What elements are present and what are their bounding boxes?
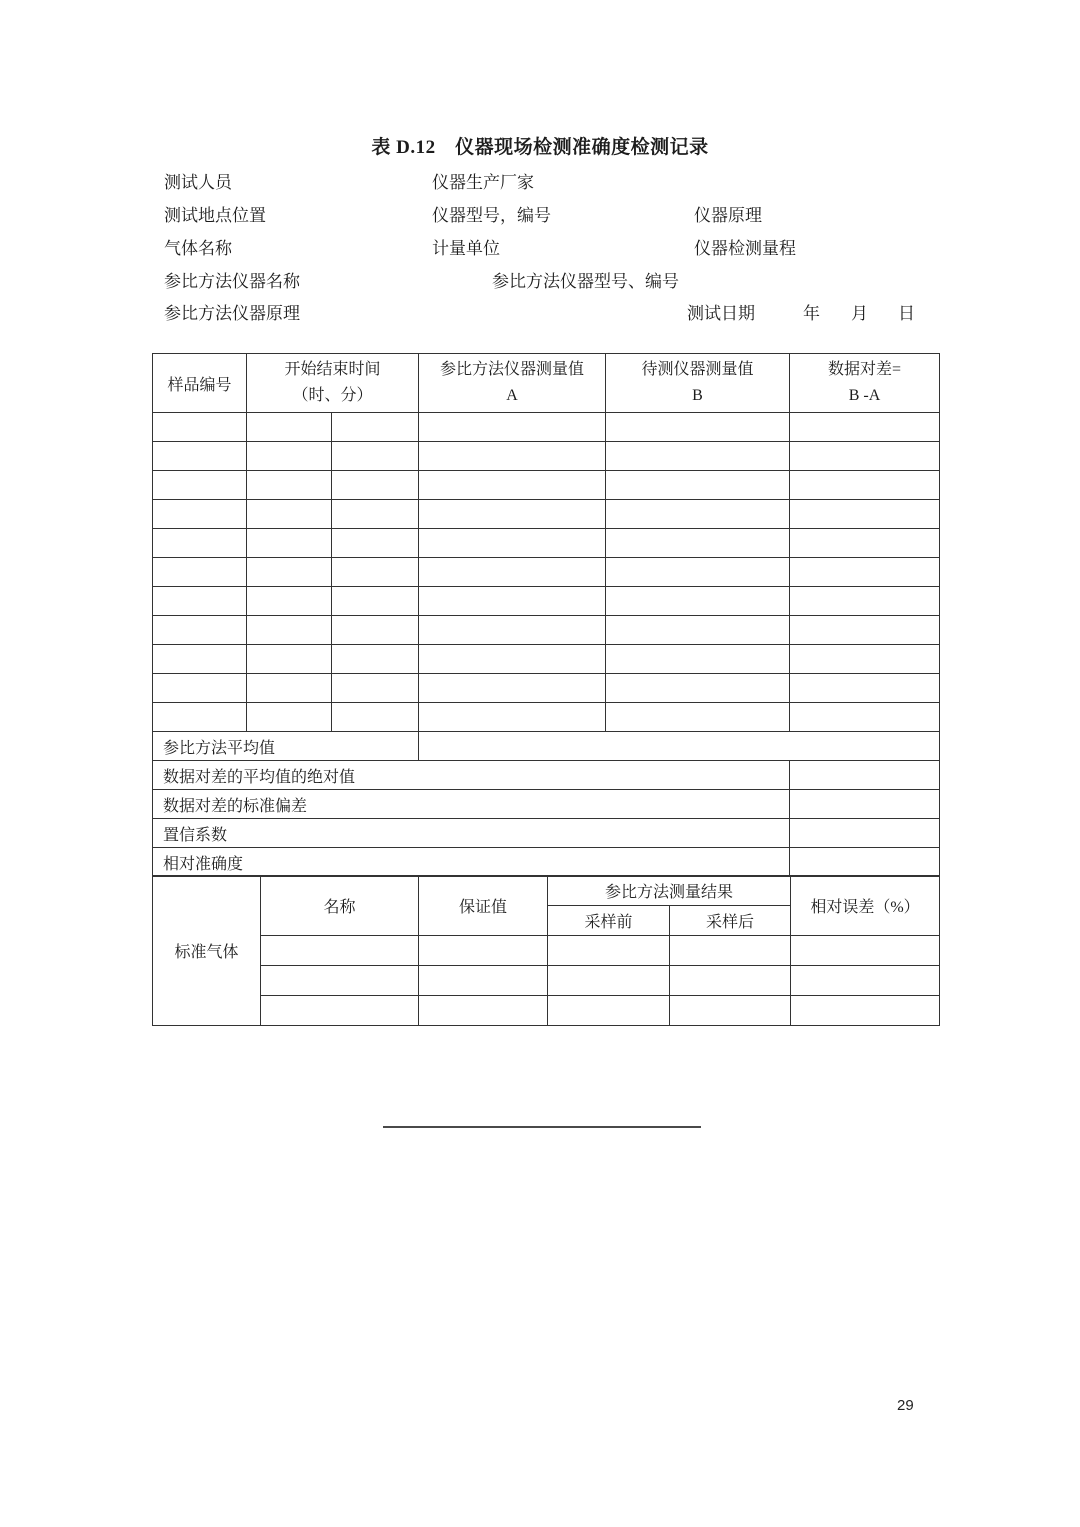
- field-month: 月: [851, 304, 868, 323]
- empty-cell: [153, 558, 247, 587]
- empty-row: [153, 413, 940, 442]
- summary-relative-accuracy: 相对准确度: [153, 848, 790, 877]
- field-test-date: 测试日期: [687, 304, 755, 323]
- gas-header-row-1: [153, 876, 940, 906]
- empty-row: [153, 703, 940, 732]
- empty-cell: [790, 703, 940, 732]
- empty-cell: [419, 966, 548, 996]
- empty-cell: [606, 500, 790, 529]
- empty-row: [153, 936, 940, 966]
- empty-cell: [247, 558, 332, 587]
- empty-cell: [790, 558, 940, 587]
- empty-cell: [790, 645, 940, 674]
- standard-gas-table: [152, 875, 940, 1026]
- empty-cell: [247, 616, 332, 645]
- field-test-person: 测试人员: [164, 173, 232, 192]
- empty-cell: [606, 529, 790, 558]
- empty-cell: [261, 936, 419, 966]
- empty-cell: [790, 529, 940, 558]
- table-header-row: [153, 354, 940, 413]
- empty-cell: [153, 442, 247, 471]
- empty-cell: [606, 645, 790, 674]
- empty-cell: [261, 996, 419, 1026]
- empty-cell: [790, 442, 940, 471]
- empty-cell: [332, 500, 419, 529]
- empty-cell: [790, 413, 940, 442]
- empty-cell: [606, 587, 790, 616]
- field-year: 年: [803, 304, 820, 323]
- empty-row: [153, 500, 940, 529]
- col-header-ref-value: 参比方法仪器测量值 A: [419, 354, 606, 413]
- empty-cell: [548, 936, 670, 966]
- empty-cell: [606, 674, 790, 703]
- empty-cell: [419, 500, 606, 529]
- empty-cell: [548, 996, 670, 1026]
- info-row-1: [0, 168, 1080, 192]
- field-day: 日: [898, 304, 915, 323]
- info-row-5: [0, 299, 1080, 323]
- empty-cell: [247, 587, 332, 616]
- empty-row: [153, 966, 940, 996]
- empty-row: [153, 996, 940, 1026]
- info-row-3: [0, 234, 1080, 258]
- empty-row: [153, 674, 940, 703]
- empty-cell: [419, 732, 940, 761]
- page-number: 29: [897, 1397, 914, 1414]
- empty-cell: [247, 471, 332, 500]
- empty-cell: [790, 674, 940, 703]
- empty-cell: [670, 936, 791, 966]
- empty-cell: [332, 471, 419, 500]
- empty-cell: [606, 413, 790, 442]
- empty-cell: [153, 529, 247, 558]
- empty-cell: [790, 848, 940, 877]
- empty-cell: [419, 674, 606, 703]
- empty-cell: [790, 587, 940, 616]
- empty-cell: [606, 616, 790, 645]
- empty-cell: [419, 645, 606, 674]
- empty-cell: [332, 529, 419, 558]
- empty-cell: [153, 674, 247, 703]
- summary-stddev: 数据对差的标准偏差: [153, 790, 790, 819]
- empty-cell: [606, 442, 790, 471]
- empty-row: [153, 587, 940, 616]
- empty-cell: [790, 471, 940, 500]
- empty-cell: [247, 500, 332, 529]
- col-header-test-value: 待测仪器测量值 B: [606, 354, 790, 413]
- empty-cell: [419, 996, 548, 1026]
- empty-cell: [247, 529, 332, 558]
- gas-header-guaranteed: 保证值: [419, 876, 548, 936]
- empty-cell: [153, 703, 247, 732]
- empty-row: [153, 529, 940, 558]
- empty-cell: [606, 471, 790, 500]
- empty-cell: [670, 996, 791, 1026]
- field-ref-model: 参比方法仪器型号、编号: [492, 272, 679, 291]
- empty-cell: [419, 936, 548, 966]
- empty-cell: [791, 966, 940, 996]
- info-row-2: [0, 201, 1080, 225]
- empty-cell: [790, 616, 940, 645]
- summary-confidence: 置信系数: [153, 819, 790, 848]
- empty-cell: [247, 413, 332, 442]
- summary-abs-mean-diff: 数据对差的平均值的绝对值: [153, 761, 790, 790]
- gas-row-header: 标准气体: [153, 876, 261, 1026]
- empty-cell: [606, 703, 790, 732]
- empty-cell: [419, 587, 606, 616]
- col-header-diff: 数据对差= B -A: [790, 354, 940, 413]
- empty-cell: [332, 413, 419, 442]
- info-row-4: [0, 267, 1080, 291]
- empty-cell: [332, 616, 419, 645]
- empty-cell: [153, 587, 247, 616]
- field-principle: 仪器原理: [694, 206, 762, 225]
- empty-cell: [791, 996, 940, 1026]
- empty-cell: [419, 529, 606, 558]
- field-ref-principle: 参比方法仪器原理: [164, 304, 300, 323]
- table-title: 表 D.12 仪器现场检测准确度检测记录: [371, 137, 709, 158]
- empty-cell: [419, 413, 606, 442]
- accuracy-record-table: [152, 353, 940, 877]
- empty-cell: [153, 500, 247, 529]
- empty-cell: [791, 936, 940, 966]
- field-location: 测试地点位置: [164, 206, 266, 225]
- empty-cell: [332, 558, 419, 587]
- empty-cell: [332, 645, 419, 674]
- blank-signature-line: [383, 1126, 701, 1128]
- summary-row: [153, 732, 940, 761]
- empty-cell: [790, 790, 940, 819]
- empty-cell: [153, 413, 247, 442]
- empty-cell: [332, 703, 419, 732]
- empty-cell: [419, 471, 606, 500]
- empty-cell: [261, 966, 419, 996]
- field-gas-name: 气体名称: [164, 239, 232, 258]
- col-header-time: 开始结束时间 （时、分）: [247, 354, 419, 413]
- summary-row: [153, 761, 940, 790]
- gas-header-name: 名称: [261, 876, 419, 936]
- gas-header-after: 采样后: [670, 906, 791, 936]
- empty-cell: [332, 674, 419, 703]
- empty-cell: [790, 500, 940, 529]
- empty-row: [153, 471, 940, 500]
- empty-cell: [419, 703, 606, 732]
- empty-cell: [153, 616, 247, 645]
- summary-row: [153, 819, 940, 848]
- field-unit: 计量单位: [432, 239, 500, 258]
- field-model-no: 仪器型号，编号: [432, 206, 551, 225]
- empty-cell: [419, 616, 606, 645]
- empty-row: [153, 645, 940, 674]
- field-ref-name: 参比方法仪器名称: [164, 272, 300, 291]
- empty-cell: [332, 587, 419, 616]
- summary-row: [153, 848, 940, 877]
- gas-header-before: 采样前: [548, 906, 670, 936]
- summary-ref-mean: 参比方法平均值: [153, 732, 419, 761]
- empty-cell: [332, 442, 419, 471]
- empty-row: [153, 558, 940, 587]
- empty-cell: [153, 471, 247, 500]
- empty-cell: [606, 558, 790, 587]
- empty-row: [153, 616, 940, 645]
- empty-cell: [790, 761, 940, 790]
- summary-row: [153, 790, 940, 819]
- empty-cell: [790, 819, 940, 848]
- empty-cell: [419, 442, 606, 471]
- empty-cell: [419, 558, 606, 587]
- empty-cell: [247, 442, 332, 471]
- empty-cell: [153, 645, 247, 674]
- col-header-sample-id: 样品编号: [153, 354, 247, 413]
- empty-cell: [247, 674, 332, 703]
- gas-header-rel-error: 相对误差（%）: [791, 876, 940, 936]
- gas-header-ref-result: 参比方法测量结果: [548, 876, 791, 906]
- field-manufacturer: 仪器生产厂家: [432, 173, 534, 192]
- empty-cell: [670, 966, 791, 996]
- empty-row: [153, 442, 940, 471]
- empty-cell: [247, 703, 332, 732]
- field-range: 仪器检测量程: [694, 239, 796, 258]
- empty-cell: [548, 966, 670, 996]
- empty-cell: [247, 645, 332, 674]
